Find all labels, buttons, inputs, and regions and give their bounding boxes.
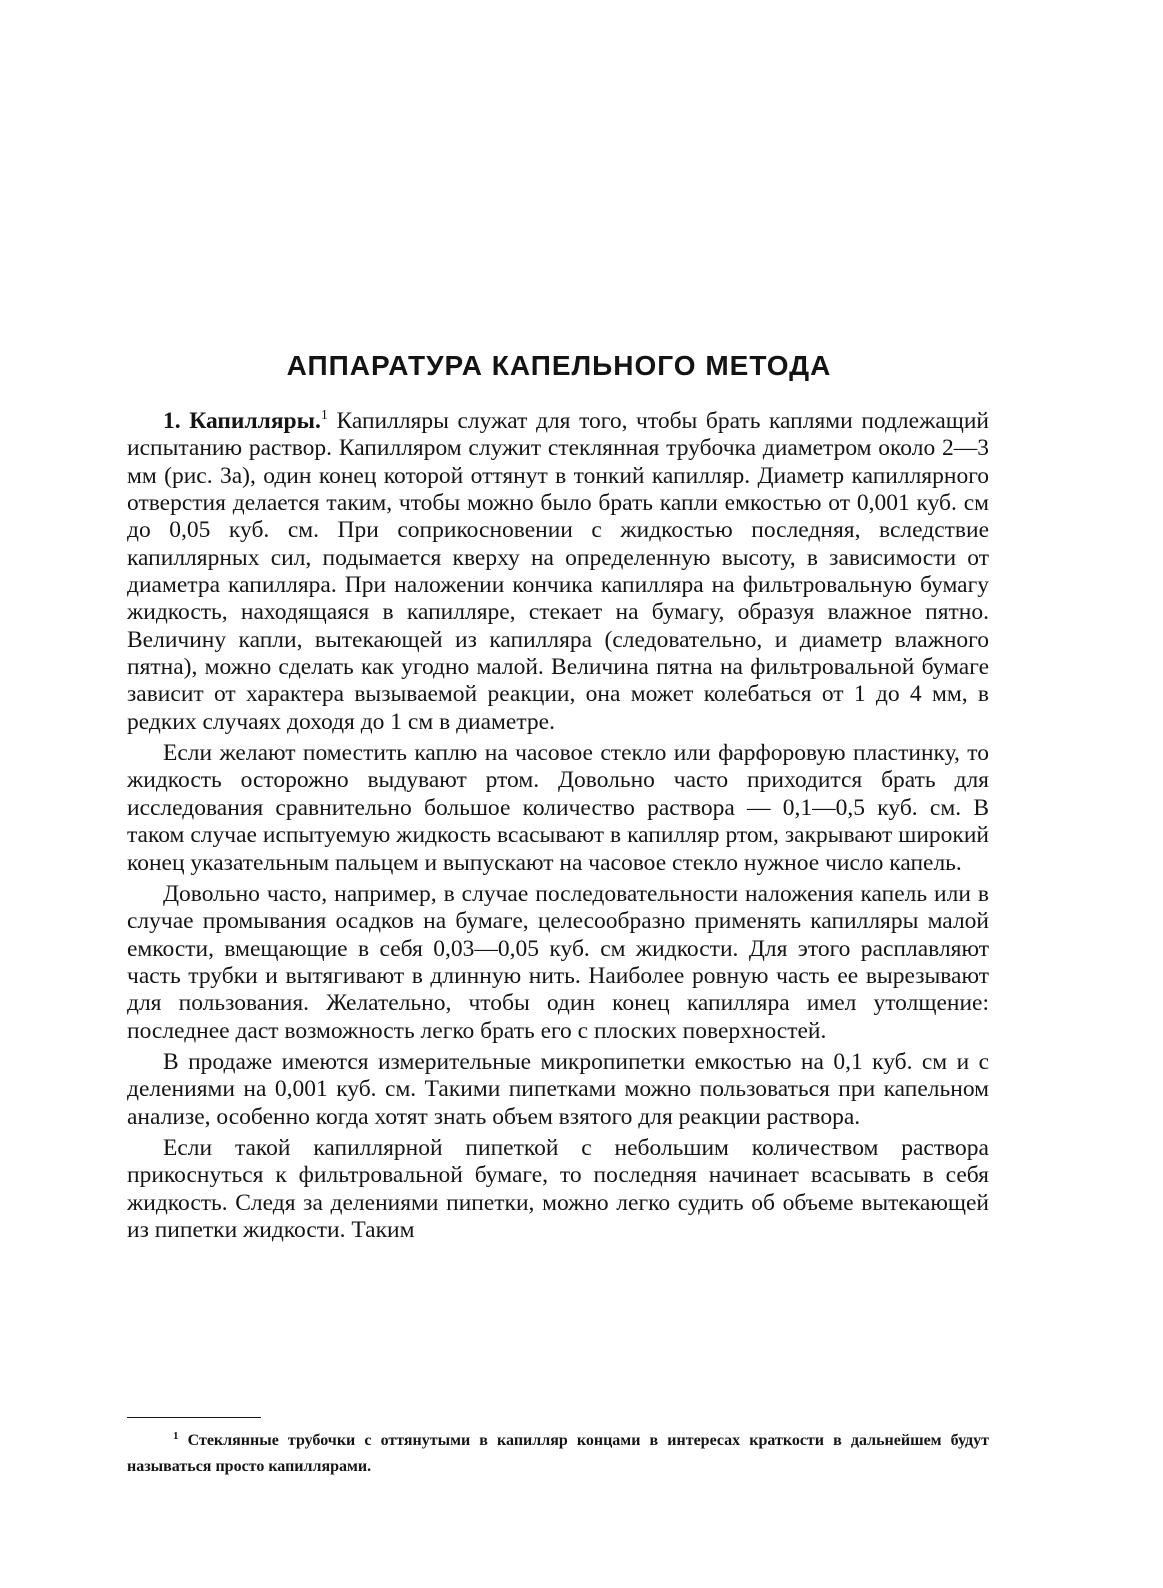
footnote-mark: 1 [173, 1430, 179, 1442]
page-title: АППАРАТУРА КАПЕЛЬНОГО МЕТОДА [286, 350, 832, 381]
paragraph-4: В продаже имеются измерительные микропипетки емкостью на 0,1 куб. см и с делениями на 0,001 куб. см. Такими пипетками можно пользоваться при капельном анализе, особенно когда хотят знать объем взятого для реакции раствора. [127, 1048, 989, 1130]
body-text [127, 408, 989, 1248]
paragraph-1-text: Капилляры служат для того, чтобы брать каплями подлежащий испытанию раствор. Капилляром служит стеклянная трубочка диаметром около 2—3 мм (рис. 3a), один конец которой оттянут в тонкий капилляр. Диаметр капиллярного отверстия делается таким, чтобы можно было брать капли емкостью от 0,001 куб. см до 0,05 куб. см. При соприкосновении с жидкостью последняя, вследствие капиллярных сил, подымается кверху на определенную высоту, в зависимости от диаметра капилляра. При наложении кончика капилляра на фильтровальную бумагу жидкость, находящаяся в капилляре, стекает на бумагу, образуя влажное пятно. Величину капли, вытекающей из капилляра (следовательно, и диаметр влажного пятна), можно сделать как угодно малой. Величина пятна на фильтровальной бумаге зависит от характера вызываемой реакции, она может колебаться от 1 до 4 мм, в редких случаях доходя до 1 см в диаметре. [127, 408, 990, 735]
footnote-text: Стеклянные трубочки с оттянутыми в капилляр концами в интересах краткости в дальнейшем будут называться просто капиллярами. [127, 1432, 990, 1475]
footnote-reference: 1 [320, 408, 328, 423]
paragraph-3: Довольно часто, например, в случае последовательности наложения капель или в случае промывания осадков на бумаге, целесообразно применять капилляры малой емкости, вмещающие в себя 0,03—0,05 куб. см жидкости. Для этого расплавляют часть трубки и вытягивают в длинную нить. Наиболее ровную часть ее вырезывают для пользования. Желательно, чтобы один конец капилляра имел утолщение: последнее даст возможность легко брать его с плоских поверхностей. [127, 880, 989, 1044]
paragraph-1 [127, 408, 989, 736]
section-heading: Капилляры. [189, 408, 321, 434]
footnote-divider [127, 1417, 261, 1418]
footnote [127, 1428, 989, 1480]
section-number: 1. [163, 408, 181, 434]
paragraph-5: Если такой капиллярной пипеткой с небольшим количеством раствора прикоснуться к фильтровальной бумаге, то последняя начинает всасывать в себя жидкость. Следя за делениями пипетки, можно легко судить об объеме вытекающей из пипетки жидкости. Таким [127, 1134, 989, 1243]
paragraph-2: Если желают поместить каплю на часовое стекло или фарфоровую пластинку, то жидкость осторожно выдувают ртом. Довольно часто приходится брать для исследования сравнительно большое количество раствора — 0,1—0,5 куб. см. В таком случае испытуемую жидкость всасывают в капилляр ртом, закрывают широкий конец указательным пальцем и выпускают на часовое стекло нужное число капель. [127, 740, 989, 876]
